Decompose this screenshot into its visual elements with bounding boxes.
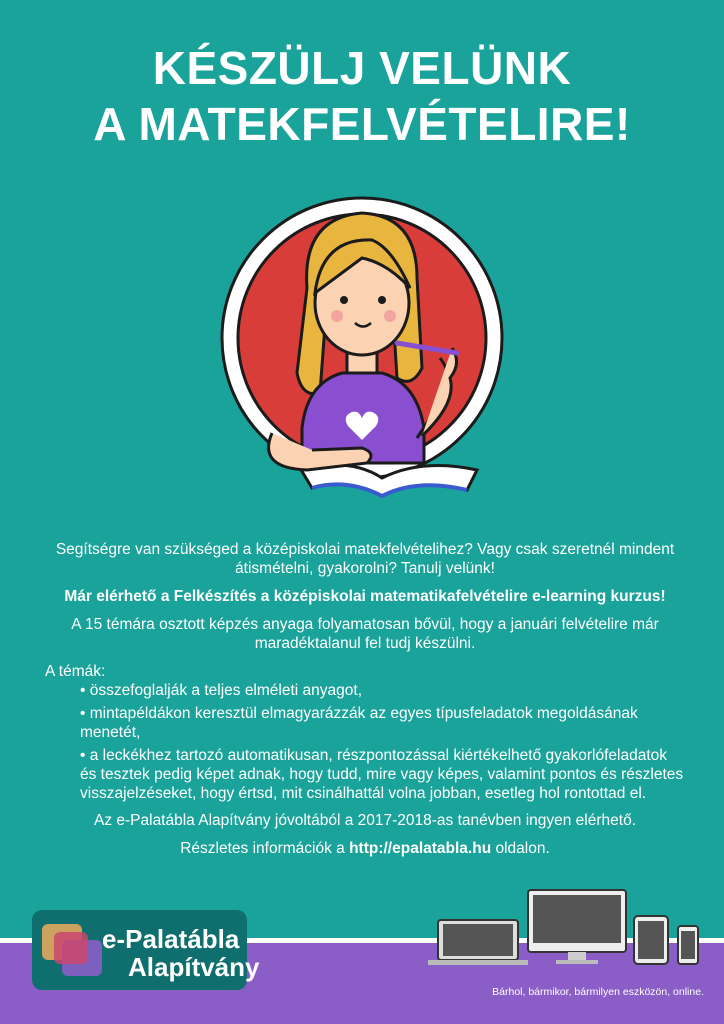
intro-text: Segítségre van szükséged a középiskolai matekfelvételihez? Vagy csak szeretnél mindent átismételni, gyakorolni? Tanulj velünk! [55, 541, 675, 577]
desktop-monitor-icon [528, 890, 626, 964]
tablet-icon [634, 916, 668, 964]
tagline: Bárhol, bármikor, bármilyen eszközön, online. [492, 986, 704, 998]
logo-line-2: Alapítvány [128, 952, 260, 982]
info-prefix: Részletes információk a [180, 840, 345, 857]
devices-illustration [428, 886, 708, 966]
course-text: A 15 témára osztott képzés anyaga folyamatosan bővül, hogy a januári felvételire már maradéktalanul fel tudj készülni. [71, 616, 659, 652]
topics-list [80, 681, 685, 803]
list-item: • összefoglalják a teljes elméleti anyagot, [80, 682, 362, 699]
highlight-text: Már elérhető a Felkészítés a középiskolai matematikafelvételire e-learning kurzus! [64, 588, 666, 605]
foundation-logo [32, 910, 260, 990]
logo-line-1: e-Palatábla [102, 924, 240, 954]
topics-label: A témák: [45, 663, 106, 680]
laptop-icon [428, 920, 528, 965]
info-text [45, 839, 685, 858]
sponsor-text: Az e-Palatábla Alapítvány jóvoltából a 2017-2018-as tanévben ingyen elérhető. [93, 812, 636, 829]
girl-illustration [212, 178, 512, 528]
list-item: • mintapéldákon keresztül elmagyarázzák az egyes típusfeladatok megoldásának menetét, [80, 705, 638, 741]
page-title [0, 40, 724, 152]
info-suffix: oldalon. [495, 840, 550, 857]
list-item: • a leckékhez tartozó automatikusan, részpontozással kiértékelhető gyakorlófeladatok és tesztek pedig képet adnak, hogy tudd, mire vagy képes, valamint pontos és részletes visszajelzéseket, hogy értsd, mit csinálhattál volna jobban, esetleg hol rontottad el. [80, 747, 684, 802]
body-text [45, 540, 685, 867]
title-line-2: A MATEKFELVÉTELIRE! [93, 98, 631, 150]
title-line-1: KÉSZÜLJ VELÜNK [152, 42, 572, 94]
website-link[interactable]: http://epalatabla.hu [349, 840, 492, 857]
phone-icon [678, 926, 698, 964]
